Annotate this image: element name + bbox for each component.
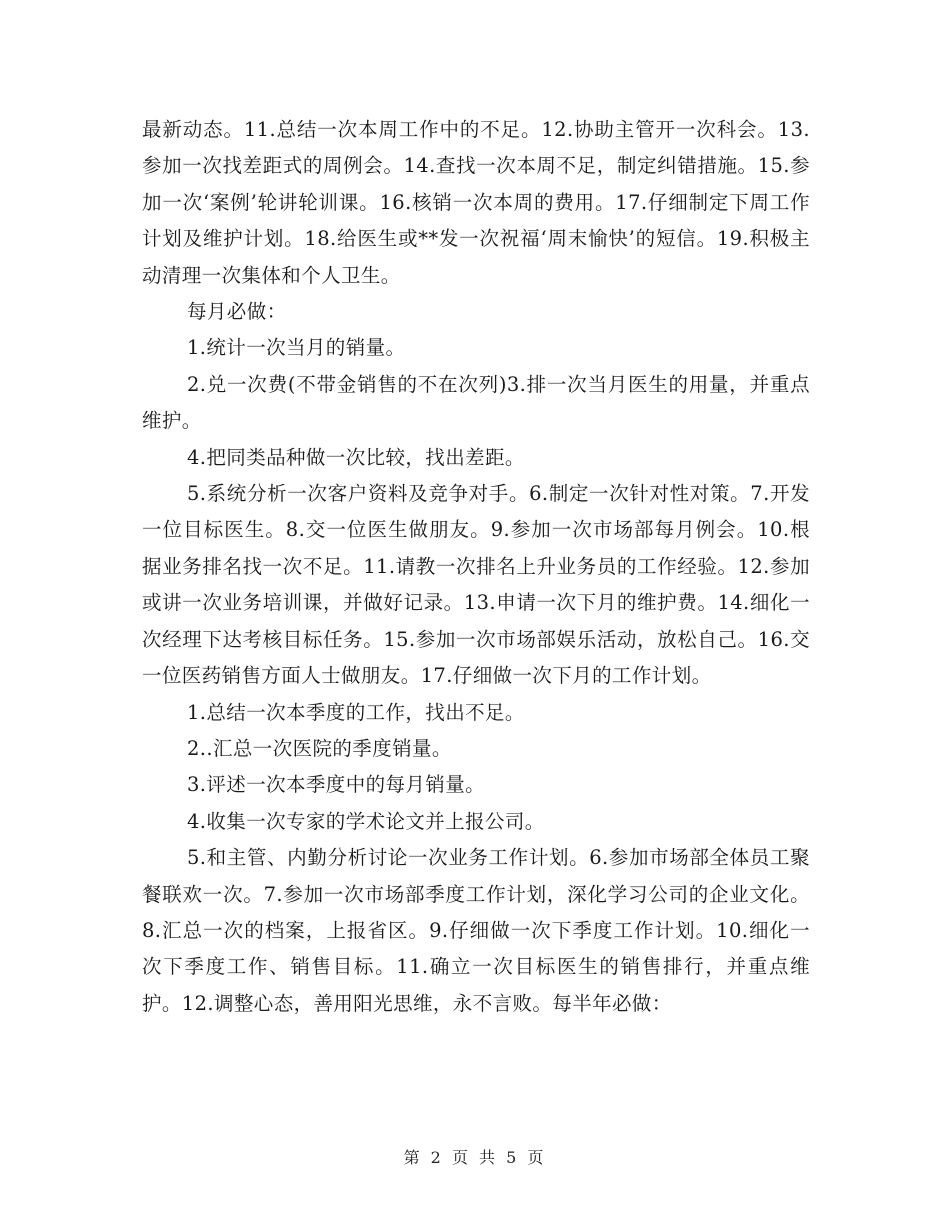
paragraph-monthly-1: 1.统计一次当月的销量。 bbox=[187, 336, 406, 360]
paragraph-quarterly-4: 4.收集一次专家的学术论文并上报公司。 bbox=[187, 809, 545, 833]
heading-monthly: 每月必做： bbox=[187, 300, 287, 324]
paragraph-quarterly-1: 1.总结一次本季度的工作，找出不足。 bbox=[187, 700, 525, 724]
page-footer: 第 2 页 共 5 页 bbox=[403, 1148, 547, 1167]
paragraph-quarterly-5: 5.和主管、内勤分析讨论一次业务工作计划。6.参加市场部全体员工聚餐联欢一次。7.参加一次市场部季度工作计划，深化学习公司的企业文化。8.汇总一次的档案，上报省区。9.仔细做一次下季度工作计划。10.细化一次下季度工作、销售目标。11.确立一次目标医生的销售排行，并重点维护。12.调整心态，善用阳光思维，永不言败。每半年必做： bbox=[142, 846, 810, 1015]
paragraph-monthly-2: 2.兑一次费(不带金销售的不在次列)3.排一次当月医生的用量，并重点维护。 bbox=[142, 372, 810, 433]
paragraph-monthly-5: 5.系统分析一次客户资料及竞争对手。6.制定一次针对性对策。7.开发一位目标医生。8.交一位医生做朋友。9.参加一次市场部每月例会。10.根据业务排名找一次不足。11.请教一次排名上升业务员的工作经验。12.参加或讲一次业务培训课，并做好记录。13.申请一次下月的维护费。14.细化一次经理下达考核目标任务。15.参加一次市场部娱乐活动，放松自己。16.交一位医药销售方面人士做朋友。17.仔细做一次下月的工作计划。 bbox=[142, 482, 810, 688]
document-body bbox=[142, 112, 810, 1022]
paragraph-quarterly-3: 3.评述一次本季度中的每月销量。 bbox=[187, 773, 486, 797]
paragraph-quarterly-2: 2..汇总一次医院的季度销量。 bbox=[187, 736, 452, 760]
paragraph-weekly-continued: 最新动态。11.总结一次本周工作中的不足。12.协助主管开一次科会。13.参加一次找差距式的周例会。14.查找一次本周不足，制定纠错措施。15.参加一次‘案例’轮讲轮训课。16.核销一次本周的费用。17.仔细制定下周工作计划及维护计划。18.给医生或**发一次祝福‘周末愉快’的短信。19.积极主动清理一次集体和个人卫生。 bbox=[142, 118, 810, 287]
paragraph-monthly-4: 4.把同类品种做一次比较，找出差距。 bbox=[187, 445, 525, 469]
